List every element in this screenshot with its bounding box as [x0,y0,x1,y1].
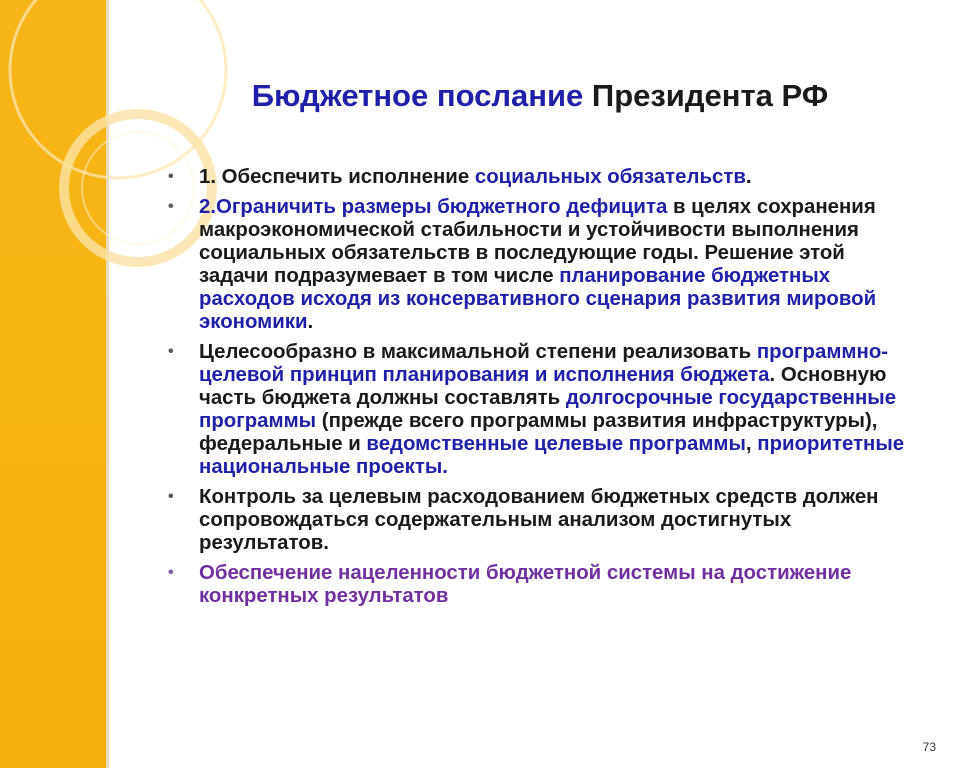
bullet-item-1 [168,166,908,189]
bullet-list [168,166,908,615]
text-segment: в целях сохранения макроэкономической стабильности и устойчивости выполнения социальных обязательств в последующие годы. Решение этой задачи подразумевает в том числе [199,196,876,287]
bullet-item-4 [168,486,908,555]
text-segment: . Основную часть бюджета должны составлять [199,364,887,409]
bullet-text [199,196,876,333]
bullet-dot-icon: • [168,343,174,360]
text-segment: 1. Обеспечить исполнение [199,166,475,188]
text-segment: Контроль за целевым расходованием бюджетных средств должен сопровождаться содержательным анализом достигнутых результатов. [199,486,879,554]
slide-title [0,78,960,114]
highlighted-phrase: 2.Ограничить размеры бюджетного дефицита [199,196,668,218]
title-accent: Бюджетное послание [251,78,584,113]
bullet-dot-icon: • [168,198,174,215]
text-segment: . [307,311,314,333]
text-segment: (прежде всего программы развития инфраструктуры), федеральные и [199,410,878,455]
bullet-dot-icon: • [168,488,174,505]
bullet-dot-icon: • [168,168,174,185]
bullet-text [199,166,752,188]
highlighted-phrase: ведомственные целевые программы [366,433,746,455]
text-segment: Целесообразно в максимальной степени реализовать [199,341,757,363]
bullet-text [199,562,851,607]
highlighted-phrase: планирование бюджетных расходов исходя из консервативного сценария развития мировой экономики [199,265,877,333]
highlighted-phrase: социальных обязательств [474,166,746,188]
text-segment: . [745,166,752,188]
highlighted-phrase: долгосрочные государственные программы [199,387,897,432]
text-segment: , [745,433,758,455]
highlighted-phrase: программно-целевой принцип планирования и исполнения бюджета [199,341,889,386]
bullet-dot-icon: • [168,564,174,581]
bullet-item-2 [168,196,908,334]
bullet-text [199,486,878,554]
text-segment: Обеспечение нацеленности бюджетной системы на достижение конкретных результатов [199,562,852,607]
page-number: 73 [922,740,936,754]
bullet-item-3 [168,341,908,479]
bullet-text [199,341,904,478]
highlighted-phrase: приоритетные национальные проекты. [199,433,905,478]
bullet-item-5 [168,562,908,608]
title-rest: Президента РФ [591,78,829,113]
